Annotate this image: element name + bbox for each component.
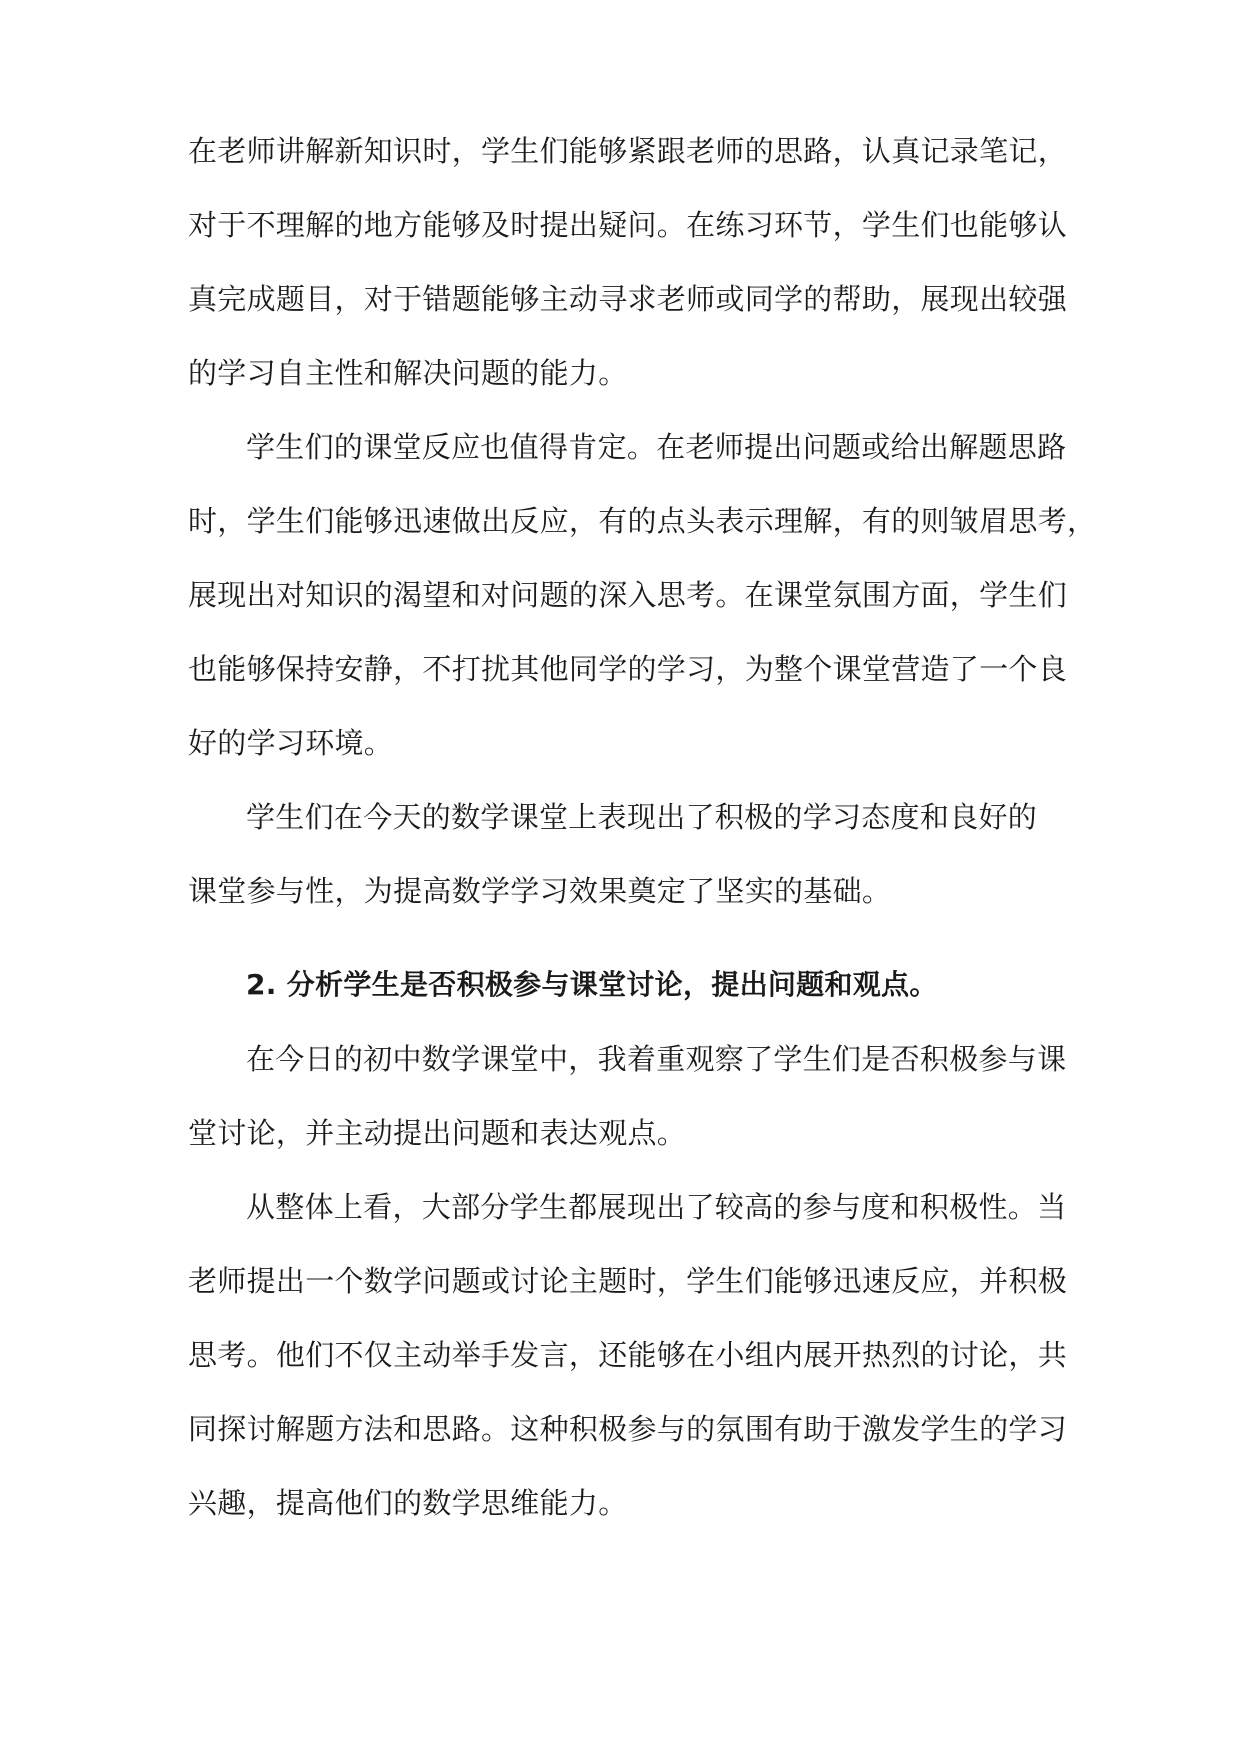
paragraph-line: 从整体上看，大部分学生都展现出了较高的参与度和积极性。当 bbox=[246, 1190, 1067, 1224]
paragraph-line: 对于不理解的地方能够及时提出疑问。在练习环节，学生们也能够认 bbox=[188, 208, 1068, 242]
paragraph-line: 好的学习环境。 bbox=[188, 726, 394, 760]
paragraph-line: 真完成题目，对于错题能够主动寻求老师或同学的帮助，展现出较强 bbox=[188, 282, 1068, 316]
paragraph-line: 同探讨解题方法和思路。这种积极参与的氛围有助于激发学生的学习 bbox=[188, 1412, 1068, 1446]
paragraph-line: 时，学生们能够迅速做出反应，有的点头表示理解，有的则皱眉思考， bbox=[188, 504, 1097, 538]
paragraph-line: 兴趣，提高他们的数学思维能力。 bbox=[188, 1486, 628, 1520]
paragraph-line: 学生们在今天的数学课堂上表现出了积极的学习态度和良好的 bbox=[246, 800, 1038, 834]
paragraph-line: 堂讨论，并主动提出问题和表达观点。 bbox=[188, 1116, 687, 1150]
paragraph-line: 思考。他们不仅主动举手发言，还能够在小组内展开热烈的讨论，共 bbox=[188, 1338, 1068, 1372]
paragraph-line: 学生们的课堂反应也值得肯定。在老师提出问题或给出解题思路 bbox=[246, 430, 1067, 464]
paragraph-line: 课堂参与性，为提高数学学习效果奠定了坚实的基础。 bbox=[188, 874, 892, 908]
paragraph-line: 在老师讲解新知识时，学生们能够紧跟老师的思路，认真记录笔记， bbox=[188, 134, 1068, 168]
paragraph-line: 展现出对知识的渴望和对问题的深入思考。在课堂氛围方面，学生们 bbox=[188, 578, 1068, 612]
paragraph-line: 也能够保持安静，不打扰其他同学的学习，为整个课堂营造了一个良 bbox=[188, 652, 1068, 686]
paragraph-line: 老师提出一个数学问题或讨论主题时，学生们能够迅速反应，并积极 bbox=[188, 1264, 1068, 1298]
paragraph-line: 在今日的初中数学课堂中，我着重观察了学生们是否积极参与课 bbox=[246, 1042, 1067, 1076]
paragraph-line: 的学习自主性和解决问题的能力。 bbox=[188, 356, 628, 390]
section-heading: 2. 分析学生是否积极参与课堂讨论，提出问题和观点。 bbox=[246, 968, 938, 1001]
